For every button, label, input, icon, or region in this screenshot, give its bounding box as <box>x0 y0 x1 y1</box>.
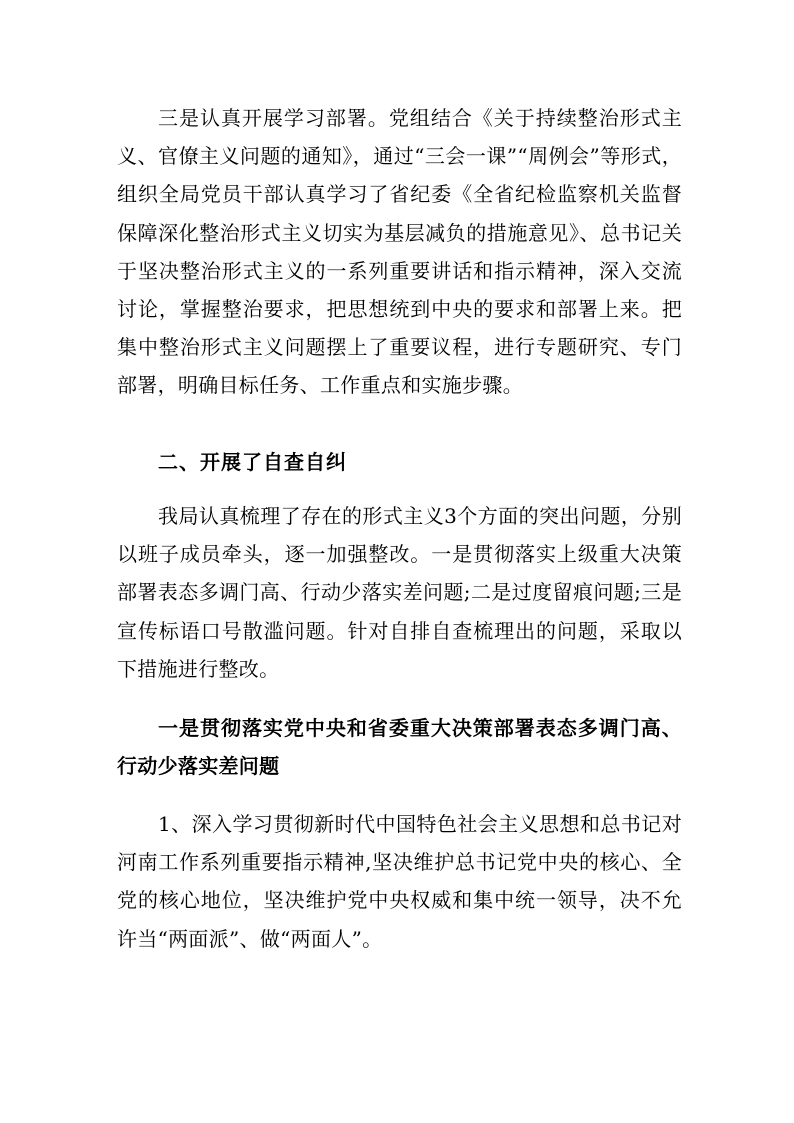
subheading-decision-implementation: 一是贯彻落实党中央和省委重大决策部署表态多调门高、行动少落实差问题 <box>117 716 682 779</box>
paragraph-problem-review: 我局认真梳理了存在的形式主义3个方面的突出问题，分别以班子成员牵头，逐一加强整改。一是贯彻落实上级重大决策部署表态多调门高、行动少落实差问题;二是过度留痕问题;三是宣传标语口号散滥问题。针对自排自查梳理出的问题，采取以下措施进行整改。 <box>117 504 682 681</box>
section-heading-self-inspection: 二、开展了自查自纠 <box>158 450 347 474</box>
paragraph-measure-1: 1、深入学习贯彻新时代中国特色社会主义思想和总书记对河南工作系列重要指示精神,坚决维护总书记党中央的核心、全党的核心地位，坚决维护党中央权威和集中统一领导，决不允许当“两面派”、做“两面人”。 <box>117 812 682 951</box>
paragraph-study-deployment: 三是认真开展学习部署。党组结合《关于持续整治形式主义、官僚主义问题的通知》，通过“三会一课”“周例会”等形式，组织全局党员干部认真学习了省纪委《全省纪检监察机关监督保障深化整治形式主义切实为基层减负的措施意见》、总书记关于坚决整治形式主义的一系列重要讲话和指示精神，深入交流讨论，掌握整治要求，把思想统到中央的要求和部署上来。把集中整治形式主义问题摆上了重要议程，进行专题研究、专门部署，明确目标任务、工作重点和实施步骤。 <box>117 106 682 398</box>
